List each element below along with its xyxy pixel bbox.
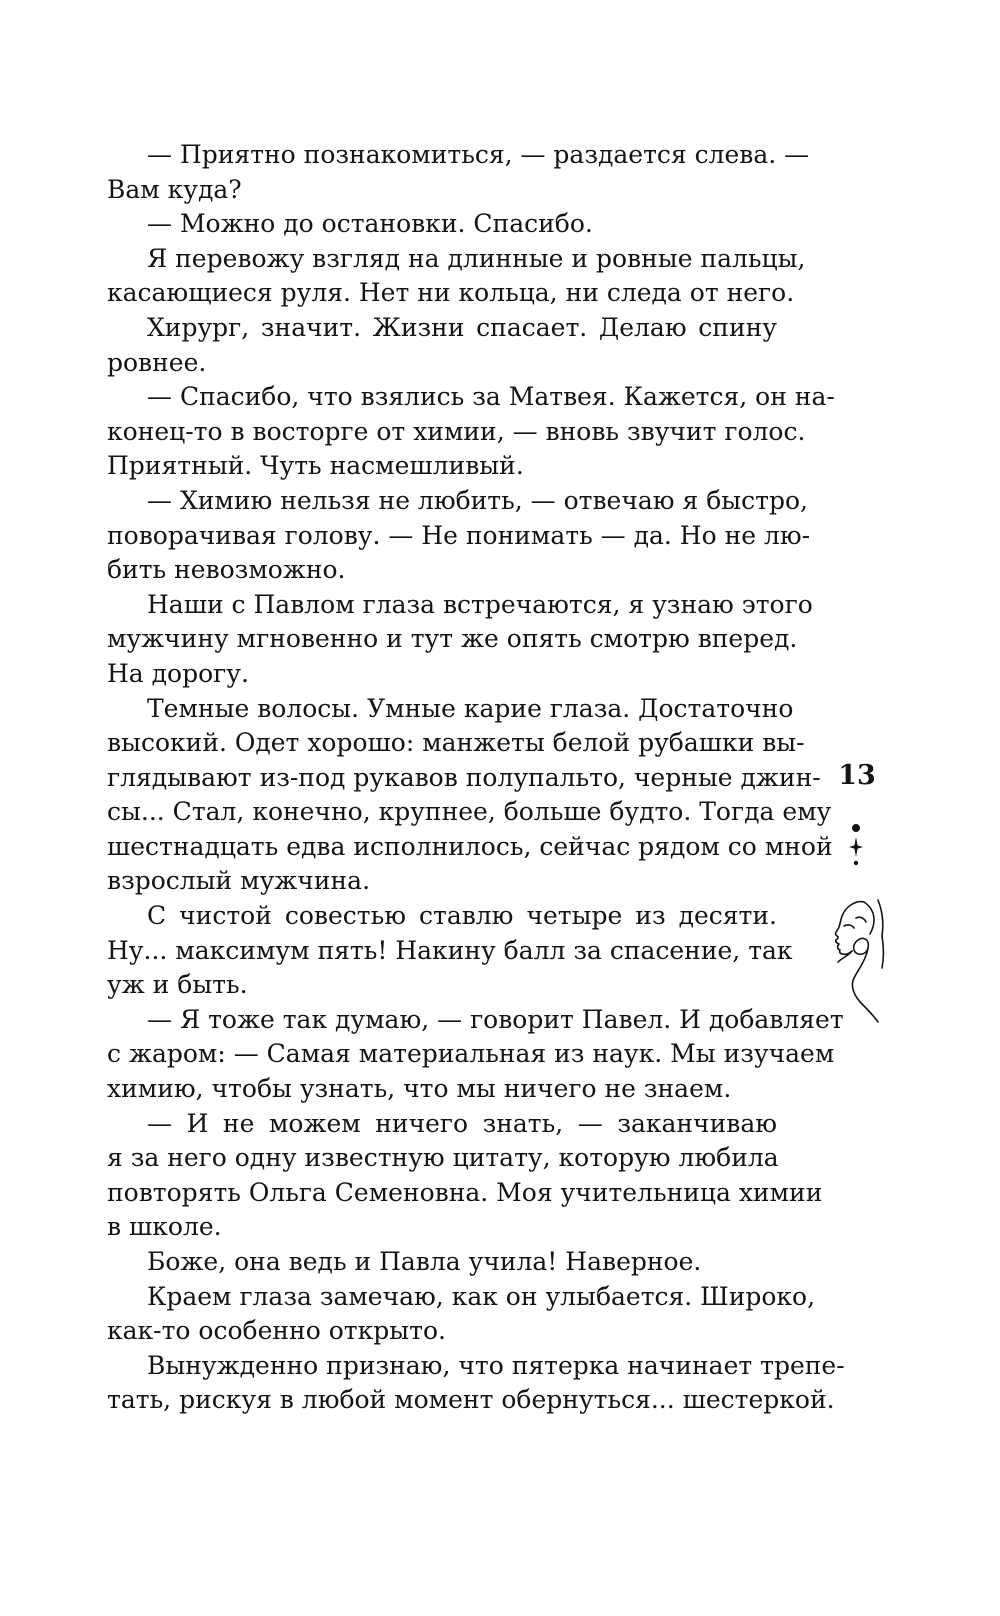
text-line: Я перевожу взгляд на длинные и ровные пальцы, [147,243,806,273]
text-line: тать, рискуя в любой момент обернуться... шестеркой. [107,1385,835,1415]
text-line: я за него одну известную цитату, которую любила [107,1143,779,1173]
text-line: — И не можем ничего знать, — заканчиваю [147,1108,777,1138]
text-line: — Приятно познакомиться, — раздается слева. — [147,140,810,169]
text-line: касающиеся руля. Нет ни кольца, ни следа от него. [107,278,795,308]
text-line: повторять Ольга Семеновна. Моя учительница химии [107,1177,823,1207]
text-line: Вынужденно признаю, что пятерка начинает трепе- [147,1350,845,1380]
text-line: взрослый мужчина. [107,866,371,896]
text-line: Вам куда? [107,174,242,204]
text-line: глядывают из-под рукавов полупальто, черные джин- [107,762,821,792]
text-line: Краем глаза замечаю, как он улыбается. Широко, [147,1281,816,1311]
text-line: Ну... максимум пять! Накину балл за спасение, так [107,935,793,965]
text-line: Приятный. Чуть насмешливый. [107,451,524,481]
text-line: с жаром: — Самая материальная из наук. Мы изучаем [107,1039,835,1069]
text-line: Хирург, значит. Жизни спасает. Делаю спину [147,312,777,342]
text-line: ровнее. [107,347,207,377]
text-line: Наши с Павлом глаза встречаются, я узнаю этого [147,589,813,619]
text-line: сы... Стал, конечно, крупнее, больше будто. Тогда ему [107,797,832,827]
star-dot-ornament-icon [838,820,874,870]
face-line-drawing-icon [812,896,892,1026]
text-line: На дорогу. [107,658,249,688]
page-number: 13 [838,760,876,791]
text-line: — Я тоже так думаю, — говорит Павел. И добавляет [147,1004,844,1034]
text-line: конец-то в восторге от химии, — вновь звучит голос. [107,416,806,446]
text-line: химию, чтобы узнать, что мы ничего не знаем. [107,1074,732,1104]
text-line: — Химию нельзя не любить, — отвечаю я быстро, [147,485,808,515]
text-line: поворачивая голову. — Не понимать — да. Но не лю- [107,520,811,550]
text-line: в школе. [107,1212,222,1242]
text-line: мужчину мгновенно и тут же опять смотрю вперед. [107,624,798,654]
text-line: шестнадцать едва исполнилось, сейчас рядом со мной [107,831,833,861]
text-line: — Спасибо, что взялись за Матвея. Кажется, он на- [147,382,835,412]
body-text [107,138,845,1418]
text-line: С чистой совестью ставлю четыре из десяти. [147,901,777,931]
text-line: Боже, она ведь и Павла учила! Наверное. [147,1247,702,1276]
text-line: Темные волосы. Умные карие глаза. Достаточно [147,693,794,723]
text-line: как-то особенно открыто. [107,1316,446,1346]
text-line: бить невозможно. [107,555,346,585]
text-line: — Можно до остановки. Спасибо. [147,209,593,239]
text-line: уж и быть. [107,970,248,1000]
text-line: высокий. Одет хорошо: манжеты белой рубашки вы- [107,728,805,758]
